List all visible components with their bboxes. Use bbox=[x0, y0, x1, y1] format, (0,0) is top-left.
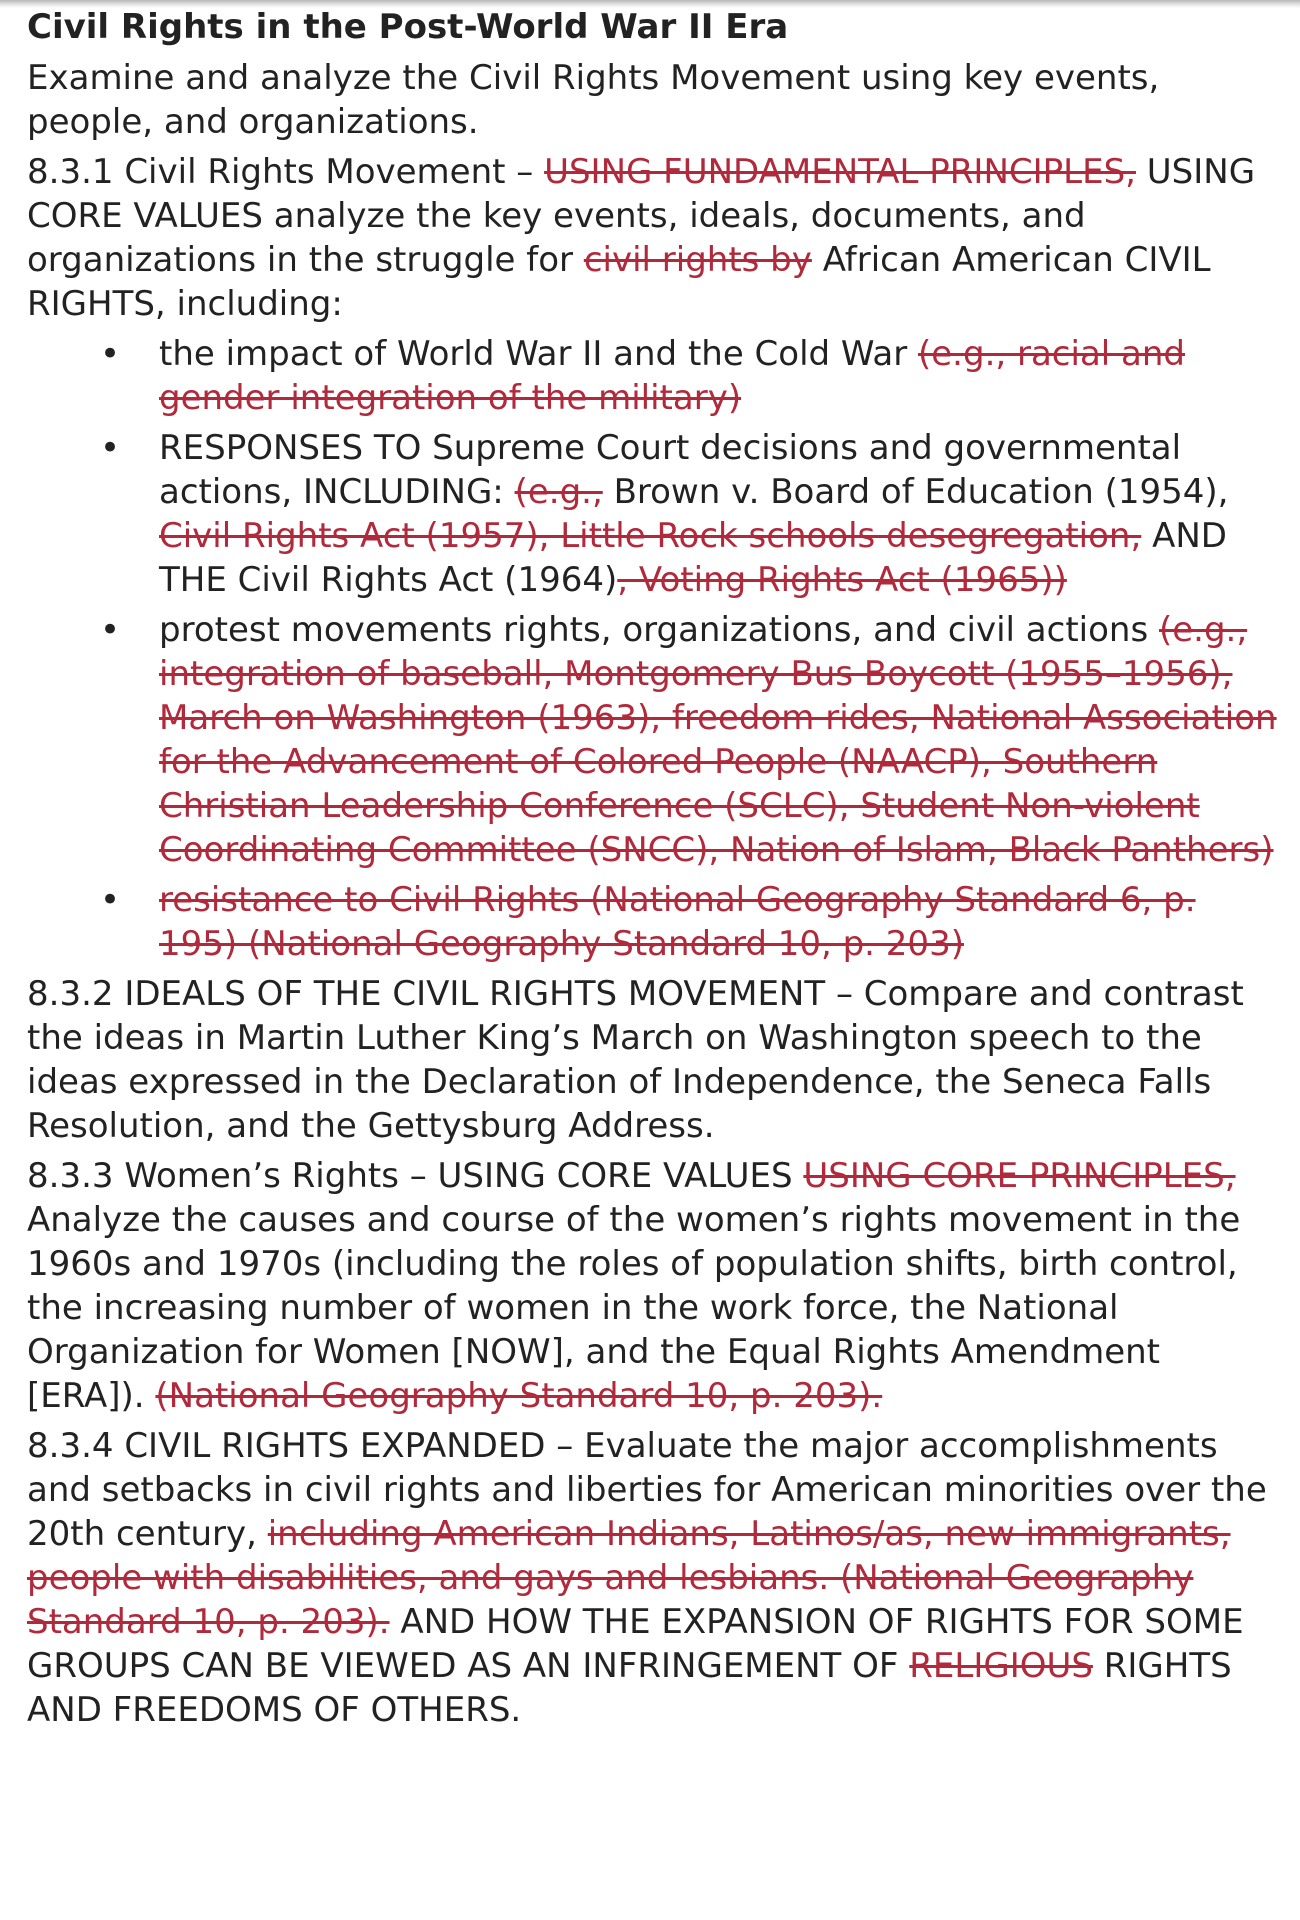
text-run: the impact of World War II and the Cold War bbox=[159, 334, 918, 374]
text-run: 8.3.2 IDEALS OF THE CIVIL RIGHTS MOVEMENT – Compare and contrast the ideas in Martin Luther King’s March on Washington speech to the ideas expressed in the Declaration of Independence, the Seneca Falls Resolution, and the Gettysburg Address. bbox=[27, 974, 1244, 1146]
deleted-text: (e.g., bbox=[514, 472, 603, 512]
text-run: 8.3.1 Civil Rights Movement – bbox=[27, 152, 545, 192]
bullet-icon: • bbox=[100, 880, 121, 920]
bullet-icon: • bbox=[100, 610, 121, 650]
list-item bbox=[27, 878, 1282, 966]
deleted-text: Civil Rights Act (1957), Little Rock schools desegregation, bbox=[159, 516, 1142, 556]
deleted-text: RELIGIOUS bbox=[909, 1646, 1093, 1686]
deleted-text: (e.g., racial and gender integration of the military) bbox=[159, 334, 1186, 418]
text-run: USING CORE VALUES analyze the key events, ideals, documents, and organizations in the struggle for bbox=[27, 152, 1256, 280]
text-run: RESPONSES TO Supreme Court decisions and governmental actions, INCLUDING: bbox=[159, 428, 1182, 512]
text-run: protest movements rights, organizations, and civil actions bbox=[159, 610, 1159, 650]
standard-8-3-1-list bbox=[27, 332, 1282, 966]
text-run: Brown v. Board of Education (1954), bbox=[602, 472, 1229, 512]
deleted-text: USING FUNDAMENTAL PRINCIPLES, bbox=[544, 152, 1136, 192]
text-run: African American CIVIL RIGHTS, including: bbox=[27, 240, 1211, 324]
deleted-text: , Voting Rights Act (1965)) bbox=[617, 560, 1067, 600]
bullet-icon: • bbox=[100, 428, 121, 468]
page-title: Civil Rights in the Post-World War II Era bbox=[27, 7, 789, 47]
list-item bbox=[27, 332, 1282, 420]
deleted-text: resistance to Civil Rights (National Geography Standard 6, p. 195) (National Geography Standard 10, p. 203) bbox=[159, 880, 1196, 964]
deleted-text: civil rights by bbox=[583, 240, 812, 280]
text-run: RIGHTS AND FREEDOMS OF OTHERS. bbox=[27, 1646, 1232, 1730]
list-item bbox=[27, 608, 1282, 872]
deleted-text: including American Indians, Latinos/as, new immigrants, people with disabilities, and gays and lesbians. (National Geography Standard 10, p. 203). bbox=[27, 1514, 1231, 1642]
standard-8-3-2 bbox=[27, 972, 1282, 1148]
intro-paragraph: Examine and analyze the Civil Rights Movement using key events, people, and organizations. bbox=[27, 58, 1160, 142]
deleted-text: USING CORE PRINCIPLES, bbox=[803, 1156, 1236, 1196]
text-run: Analyze the causes and course of the women’s rights movement in the 1960s and 1970s (including the roles of population shifts, birth control, the increasing number of women in the work force, the National Organization for Women [NOW], and the Equal Rights Amendment [ERA]). bbox=[27, 1200, 1241, 1416]
text-run: 8.3.4 CIVIL RIGHTS EXPANDED – Evaluate the major accomplishments and setbacks in civil rights and liberties for American minorities over the 20th century, bbox=[27, 1426, 1267, 1554]
text-run: AND HOW THE EXPANSION OF RIGHTS FOR SOME GROUPS CAN BE VIEWED AS AN INFRINGEMENT OF bbox=[27, 1602, 1244, 1686]
text-run: 8.3.3 Women’s Rights – USING CORE VALUES bbox=[27, 1156, 804, 1196]
standard-8-3-3 bbox=[27, 1154, 1282, 1418]
bullet-icon: • bbox=[100, 334, 121, 374]
text-run: AND THE Civil Rights Act (1964) bbox=[159, 516, 1227, 600]
standards-document bbox=[27, 4, 1282, 1738]
deleted-text: (e.g., integration of baseball, Montgomery Bus Boycott (1955–1956), March on Washington (1963), freedom rides, National Association for the Advancement of Colored People (NAACP), Southern Christian Leadership Conference (SCLC), Student Non-violent Coordinating Committee (SNCC), Nation of Islam, Black Panthers) bbox=[159, 610, 1277, 870]
deleted-text: (National Geography Standard 10, p. 203). bbox=[155, 1376, 883, 1416]
standard-8-3-4 bbox=[27, 1424, 1282, 1732]
standard-8-3-1 bbox=[27, 150, 1282, 326]
list-item bbox=[27, 426, 1282, 602]
